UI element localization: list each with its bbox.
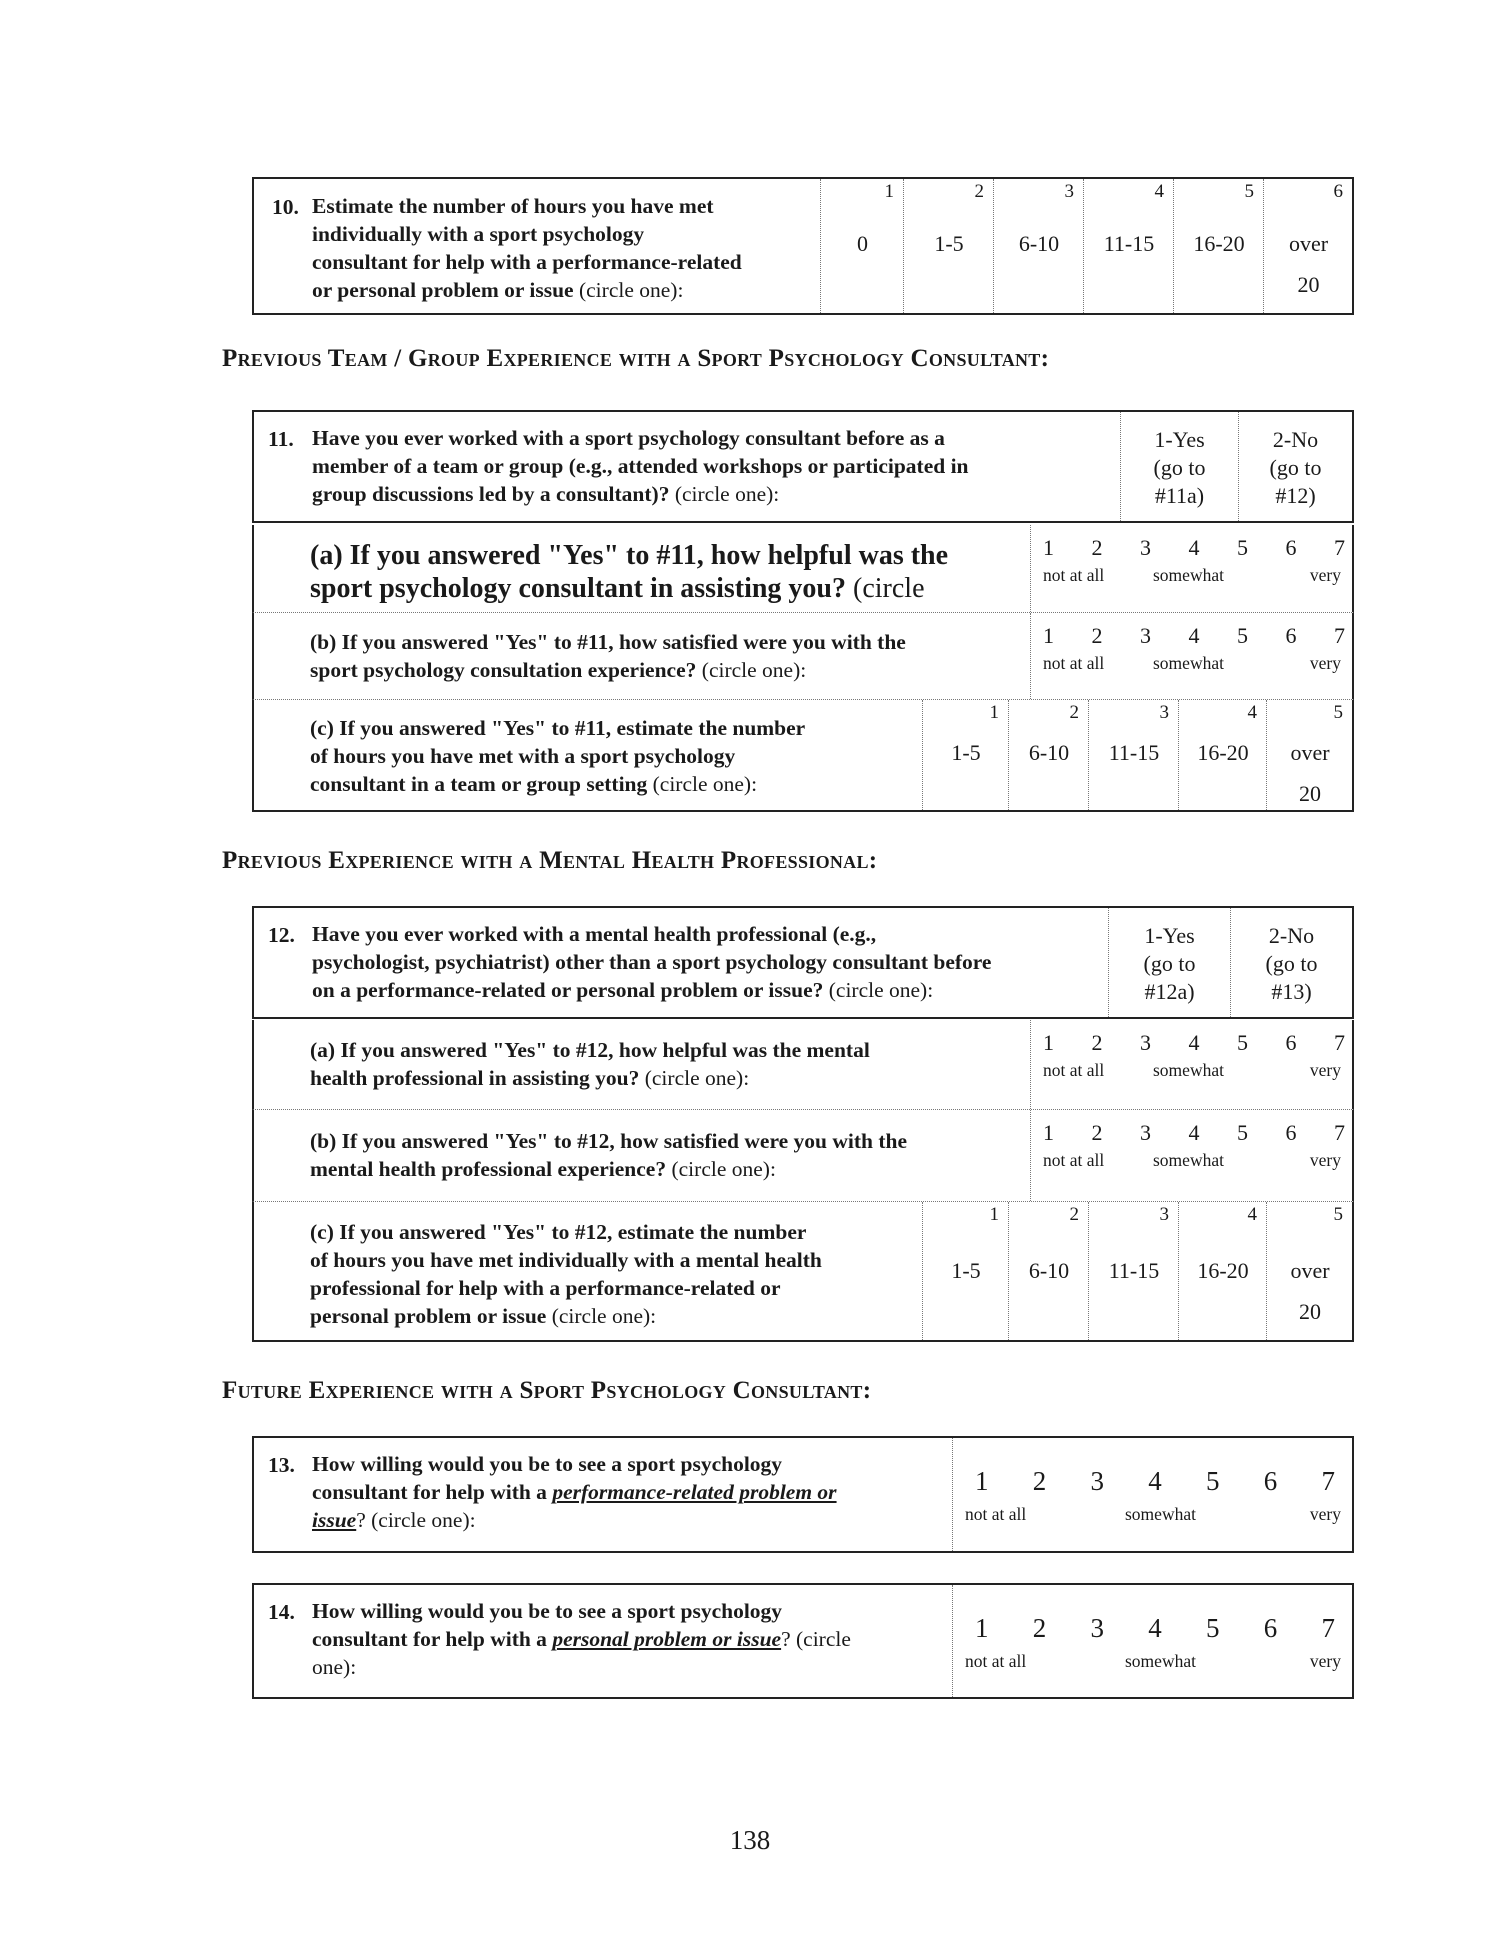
anchor-high: very	[1309, 1504, 1341, 1524]
q11-line: group discussions led by a consultant)?	[312, 482, 670, 506]
yes-target: #11a)	[1154, 483, 1205, 508]
q10-question	[312, 192, 742, 304]
q11c-line: consultant in a team or group setting	[310, 772, 648, 796]
q13-emphasis: performance-related problem or	[552, 1480, 837, 1504]
no-label: 2-No	[1272, 427, 1319, 452]
q10-option-1[interactable]	[820, 179, 904, 313]
likert-numbers	[1043, 623, 1345, 649]
q11b-question	[310, 628, 906, 684]
option-label: 20	[1299, 1299, 1321, 1324]
q11c-line: (c) If you answered "Yes" to #11, estimate the number	[310, 716, 806, 740]
likert-option[interactable]: 3	[1140, 535, 1151, 560]
q12c-line: personal problem or issue	[310, 1304, 547, 1328]
q12b-row	[252, 1110, 1354, 1202]
q10-line: or personal problem or issue	[312, 278, 574, 302]
option-code: 4	[1154, 181, 1164, 202]
q14-question	[312, 1597, 851, 1681]
option-code: 5	[1333, 702, 1343, 723]
no-goto: (go to	[1265, 951, 1318, 976]
q11-yes-option[interactable]	[1120, 412, 1238, 521]
q11b-line: (b) If you answered "Yes" to #11, how satisfied were you with the	[310, 630, 906, 654]
likert-numbers	[1043, 1120, 1345, 1146]
likert-option[interactable]: 3	[1090, 1466, 1104, 1496]
section-heading-team: Previous Team / Group Experience with a Sport Psychology Consultant:	[222, 345, 1050, 372]
q12c-row	[252, 1202, 1354, 1342]
q14-number: 14.	[268, 1600, 295, 1624]
anchor-low: not at all	[965, 1504, 1027, 1524]
option-label: 16-20	[1197, 740, 1249, 765]
likert-option[interactable]: 3	[1140, 1030, 1151, 1055]
option-label: 20	[1299, 781, 1321, 806]
likert-numbers	[975, 1613, 1335, 1644]
likert-option[interactable]: 1	[1043, 623, 1054, 648]
q13-line: consultant for help with a	[312, 1480, 553, 1504]
anchor-mid: somewhat	[1125, 1651, 1196, 1671]
option-code: 1	[989, 1204, 999, 1225]
section-heading-mental-health: Previous Experience with a Mental Health Professional:	[222, 847, 878, 874]
likert-option[interactable]: 6	[1285, 623, 1297, 648]
q11-instruction: (circle one):	[669, 482, 780, 506]
yes-goto: (go to	[1143, 951, 1196, 976]
option-label: 1-5	[951, 740, 981, 765]
option-code: 3	[1159, 1204, 1169, 1225]
likert-option[interactable]: 7	[1334, 535, 1345, 560]
option-code: 1	[884, 181, 894, 202]
q12c-option-4[interactable]	[1178, 1202, 1267, 1340]
q11b-likert-scale[interactable]	[1030, 613, 1353, 699]
anchor-low: not at all	[1043, 1060, 1105, 1080]
likert-option[interactable]: 7	[1321, 1466, 1335, 1496]
likert-option[interactable]: 5	[1237, 535, 1248, 560]
q12a-line: health professional in assisting you?	[310, 1066, 640, 1090]
likert-option[interactable]: 3	[1140, 1120, 1151, 1145]
q10-option-2[interactable]	[903, 179, 994, 313]
likert-option[interactable]: 4	[1148, 1466, 1162, 1496]
likert-option[interactable]: 7	[1334, 1030, 1345, 1055]
q11c-row	[252, 700, 1354, 812]
q12a-row	[252, 1020, 1354, 1110]
option-code: 3	[1159, 702, 1169, 723]
anchor-high: very	[1309, 1651, 1341, 1671]
option-code: 4	[1247, 702, 1257, 723]
q10-option-3[interactable]	[993, 179, 1084, 313]
likert-option[interactable]: 5	[1237, 623, 1248, 648]
q11c-option-4[interactable]	[1178, 700, 1267, 810]
q14-box	[252, 1583, 1354, 1699]
option-code: 2	[1069, 1204, 1079, 1225]
option-code: 4	[1247, 1204, 1257, 1225]
q10-option-4[interactable]	[1083, 179, 1174, 313]
q11c-option-1[interactable]	[922, 700, 1009, 810]
q12c-question	[310, 1218, 822, 1330]
q12b-line: (b) If you answered "Yes" to #12, how satisfied were you with the	[310, 1129, 908, 1153]
q12c-line: (c) If you answered "Yes" to #12, estimate the number	[310, 1220, 807, 1244]
q12b-question	[310, 1127, 907, 1183]
q14-instruction: one):	[312, 1655, 357, 1679]
option-label: 6-10	[1028, 1258, 1070, 1283]
option-code: 2	[974, 181, 984, 202]
option-label: over	[1288, 231, 1329, 256]
anchor-mid: somewhat	[1153, 1150, 1224, 1170]
yes-target: #12a)	[1144, 979, 1195, 1004]
likert-option[interactable]: 5	[1206, 1466, 1220, 1496]
likert-option[interactable]: 7	[1321, 1613, 1335, 1643]
likert-numbers	[1043, 1030, 1345, 1056]
q12a-question	[310, 1036, 870, 1092]
q12a-instruction: (circle one):	[639, 1066, 750, 1090]
likert-option[interactable]: 4	[1188, 535, 1200, 560]
q10-line: consultant for help with a performance-related	[312, 250, 742, 274]
q12-number: 12.	[268, 923, 295, 947]
q12-line: on a performance-related or personal problem or issue?	[312, 978, 824, 1002]
option-label: 1-5	[934, 231, 964, 256]
anchor-low: not at all	[1043, 653, 1105, 673]
q12b-line: mental health professional experience?	[310, 1157, 667, 1181]
option-label: 11-15	[1108, 1258, 1160, 1283]
anchor-high: very	[1309, 1150, 1341, 1170]
q10-option-6[interactable]	[1263, 179, 1353, 313]
yes-label: 1-Yes	[1154, 427, 1205, 452]
q11a-question	[310, 539, 948, 605]
q11c-question	[310, 714, 805, 798]
likert-option[interactable]: 6	[1285, 535, 1297, 560]
likert-option[interactable]: 7	[1334, 1120, 1345, 1145]
q12-line: psychologist, psychiatrist) other than a sport psychology consultant before	[312, 950, 992, 974]
option-code: 5	[1244, 181, 1254, 202]
q12-yes-option[interactable]	[1108, 908, 1230, 1017]
q13-box	[252, 1436, 1354, 1553]
likert-option[interactable]: 1	[1043, 1030, 1054, 1055]
likert-numbers	[975, 1466, 1335, 1497]
option-label: 6-10	[1018, 231, 1060, 256]
q12b-instruction: (circle one):	[666, 1157, 776, 1181]
q14-emphasis: personal problem or issue	[552, 1627, 782, 1651]
option-code: 2	[1069, 702, 1079, 723]
q12b-likert-scale[interactable]	[1030, 1110, 1353, 1201]
option-label: 11-15	[1108, 740, 1160, 765]
option-label: over	[1290, 740, 1330, 765]
q10-box	[252, 177, 1354, 315]
no-label: 2-No	[1268, 923, 1315, 948]
page-number: 138	[729, 1825, 771, 1855]
q12a-likert-scale[interactable]	[1030, 1020, 1353, 1109]
q12-question	[312, 920, 991, 1004]
q13-likert-scale[interactable]	[952, 1438, 1353, 1551]
no-target: #13)	[1271, 979, 1312, 1004]
likert-option[interactable]: 2	[1091, 535, 1103, 560]
q14-line: How willing would you be to see a sport psychology	[312, 1599, 783, 1623]
q13-line: How willing would you be to see a sport psychology	[312, 1452, 783, 1476]
option-label: 16-20	[1193, 231, 1245, 256]
q11c-option-2[interactable]	[1008, 700, 1089, 810]
q12-instruction: (circle one):	[823, 978, 934, 1002]
q13-number: 13.	[268, 1453, 295, 1477]
q12c-option-2[interactable]	[1008, 1202, 1089, 1340]
option-code: 1	[989, 702, 999, 723]
q11c-instruction: (circle one):	[647, 772, 758, 796]
anchor-high: very	[1309, 653, 1341, 673]
likert-option[interactable]: 1	[1043, 1120, 1054, 1145]
anchor-mid: somewhat	[1153, 565, 1224, 585]
q11-no-option[interactable]	[1238, 412, 1352, 521]
anchor-high: very	[1309, 1060, 1341, 1080]
q12c-line: of hours you have met individually with a mental health	[310, 1248, 822, 1272]
q11a-instruction: (circle	[846, 573, 925, 604]
anchor-low: not at all	[1043, 565, 1105, 585]
no-target: #12)	[1275, 483, 1316, 508]
likert-option[interactable]: 1	[1043, 535, 1054, 560]
q10-line: individually with a sport psychology	[312, 222, 645, 246]
q14-instruction: ? (circle	[781, 1627, 851, 1651]
q13-instruction: ? (circle one):	[356, 1508, 476, 1532]
option-label: 16-20	[1197, 1258, 1249, 1283]
q12-no-option[interactable]	[1230, 908, 1352, 1017]
likert-option[interactable]: 2	[1032, 1466, 1047, 1496]
q11b-row	[252, 613, 1354, 700]
q13-question	[312, 1450, 837, 1534]
q11a-row	[252, 525, 1354, 613]
q11-line: Have you ever worked with a sport psychology consultant before as a	[312, 426, 945, 450]
no-goto: (go to	[1269, 455, 1322, 480]
q12c-option-1[interactable]	[922, 1202, 1009, 1340]
q11-box	[252, 410, 1354, 523]
option-code: 6	[1333, 181, 1343, 202]
anchor-low: not at all	[965, 1651, 1027, 1671]
likert-option[interactable]: 2	[1091, 623, 1103, 648]
likert-option[interactable]: 7	[1334, 623, 1345, 648]
likert-option[interactable]: 5	[1237, 1030, 1248, 1055]
anchor-high: very	[1309, 565, 1341, 585]
option-label: 6-10	[1028, 740, 1070, 765]
q11-line: member of a team or group (e.g., attended workshops or participated in	[312, 454, 969, 478]
yes-goto: (go to	[1153, 455, 1206, 480]
anchor-mid: somewhat	[1125, 1504, 1196, 1524]
q11b-instruction: (circle one):	[696, 658, 807, 682]
anchor-low: not at all	[1043, 1150, 1105, 1170]
likert-option[interactable]: 1	[975, 1613, 989, 1643]
likert-option[interactable]: 1	[975, 1466, 989, 1496]
likert-option[interactable]: 3	[1140, 623, 1151, 648]
likert-option[interactable]: 4	[1188, 623, 1200, 648]
option-label: 0	[857, 231, 868, 256]
q11b-line: sport psychology consultation experience?	[310, 658, 697, 682]
option-code: 5	[1333, 1204, 1343, 1225]
option-label: 11-15	[1103, 231, 1155, 256]
q13-emphasis: issue	[312, 1508, 357, 1532]
likert-option[interactable]: 5	[1206, 1613, 1220, 1643]
q12a-line: (a) If you answered "Yes" to #12, how helpful was the mental	[310, 1038, 870, 1062]
q11c-line: of hours you have met with a sport psychology	[310, 744, 736, 768]
option-label: 20	[1297, 272, 1320, 297]
anchor-mid: somewhat	[1153, 653, 1224, 673]
option-label: over	[1290, 1258, 1330, 1283]
q11a-line: (a) If you answered "Yes" to #11, how helpful was the	[310, 540, 949, 571]
q11-number: 11.	[268, 427, 294, 451]
likert-option[interactable]: 2	[1091, 1120, 1103, 1145]
q12c-line: professional for help with a performance-related or	[310, 1276, 781, 1300]
likert-option[interactable]: 3	[1090, 1613, 1104, 1643]
option-code: 3	[1064, 181, 1074, 202]
q10-instruction: (circle one):	[573, 278, 684, 302]
yes-label: 1-Yes	[1144, 923, 1195, 948]
q10-line: Estimate the number of hours you have met	[312, 194, 714, 218]
likert-option[interactable]: 4	[1148, 1613, 1162, 1643]
q12c-option-5[interactable]	[1266, 1202, 1353, 1340]
q12-line: Have you ever worked with a mental health professional (e.g.,	[312, 922, 877, 946]
likert-option[interactable]: 2	[1032, 1613, 1047, 1643]
q12-box	[252, 906, 1354, 1019]
q14-likert-scale[interactable]	[952, 1585, 1353, 1697]
q11a-line: sport psychology consultant in assisting you?	[310, 573, 847, 604]
q11c-option-3[interactable]	[1088, 700, 1179, 810]
option-label: 1-5	[951, 1258, 981, 1283]
likert-option[interactable]: 6	[1263, 1613, 1278, 1643]
likert-option[interactable]: 6	[1285, 1030, 1297, 1055]
anchor-mid: somewhat	[1153, 1060, 1224, 1080]
section-heading-future: Future Experience with a Sport Psychology Consultant:	[222, 1377, 872, 1404]
q10-option-5[interactable]	[1173, 179, 1264, 313]
q14-line: consultant for help with a	[312, 1627, 553, 1651]
q11-question	[312, 424, 969, 508]
q12c-option-3[interactable]	[1088, 1202, 1179, 1340]
q10-number: 10.	[272, 195, 299, 219]
q12c-instruction: (circle one):	[546, 1304, 657, 1328]
likert-option[interactable]: 4	[1188, 1120, 1200, 1145]
likert-option[interactable]: 2	[1091, 1030, 1103, 1055]
likert-option[interactable]: 6	[1263, 1466, 1278, 1496]
q11c-option-5[interactable]	[1266, 700, 1353, 810]
likert-numbers	[1043, 535, 1345, 561]
likert-option[interactable]: 5	[1237, 1120, 1248, 1145]
likert-option[interactable]: 6	[1285, 1120, 1297, 1145]
q11a-likert-scale[interactable]	[1030, 525, 1353, 612]
likert-option[interactable]: 4	[1188, 1030, 1200, 1055]
